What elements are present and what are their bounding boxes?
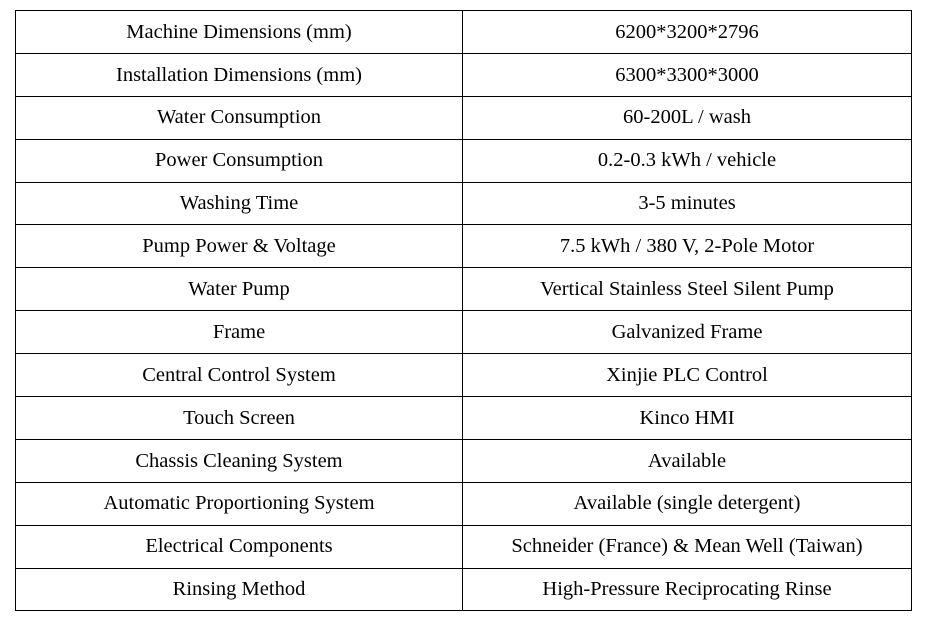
- table-row: [16, 268, 912, 311]
- spec-label: Washing Time: [16, 182, 463, 225]
- spec-label: Frame: [16, 311, 463, 354]
- spec-value: 60-200L / wash: [463, 96, 912, 139]
- table-row: [16, 397, 912, 440]
- spec-value: Xinjie PLC Control: [463, 354, 912, 397]
- spec-value: Kinco HMI: [463, 397, 912, 440]
- table-row: [16, 139, 912, 182]
- table-row: [16, 354, 912, 397]
- table-row: [16, 439, 912, 482]
- table-row: [16, 568, 912, 611]
- spec-label: Water Pump: [16, 268, 463, 311]
- spec-label: Power Consumption: [16, 139, 463, 182]
- spec-label: Touch Screen: [16, 397, 463, 440]
- table-row: [16, 311, 912, 354]
- spec-value: Available: [463, 439, 912, 482]
- spec-value: High-Pressure Reciprocating Rinse: [463, 568, 912, 611]
- spec-label: Central Control System: [16, 354, 463, 397]
- table-row: [16, 53, 912, 96]
- spec-label: Automatic Proportioning System: [16, 482, 463, 525]
- spec-value: 0.2-0.3 kWh / vehicle: [463, 139, 912, 182]
- table-row: [16, 96, 912, 139]
- table-row: [16, 182, 912, 225]
- table-row: [16, 225, 912, 268]
- spec-label: Installation Dimensions (mm): [16, 53, 463, 96]
- spec-table: [15, 10, 912, 611]
- spec-value: Available (single detergent): [463, 482, 912, 525]
- spec-label: Water Consumption: [16, 96, 463, 139]
- table-row: [16, 525, 912, 568]
- spec-value: Schneider (France) & Mean Well (Taiwan): [463, 525, 912, 568]
- table-row: [16, 11, 912, 54]
- spec-value: 6300*3300*3000: [463, 53, 912, 96]
- spec-table-body: [16, 11, 912, 611]
- spec-value: 6200*3200*2796: [463, 11, 912, 54]
- spec-value: 7.5 kWh / 380 V, 2-Pole Motor: [463, 225, 912, 268]
- table-row: [16, 482, 912, 525]
- spec-value: Vertical Stainless Steel Silent Pump: [463, 268, 912, 311]
- spec-label: Machine Dimensions (mm): [16, 11, 463, 54]
- spec-value: 3-5 minutes: [463, 182, 912, 225]
- spec-value: Galvanized Frame: [463, 311, 912, 354]
- spec-label: Chassis Cleaning System: [16, 439, 463, 482]
- spec-label: Rinsing Method: [16, 568, 463, 611]
- spec-label: Pump Power & Voltage: [16, 225, 463, 268]
- spec-label: Electrical Components: [16, 525, 463, 568]
